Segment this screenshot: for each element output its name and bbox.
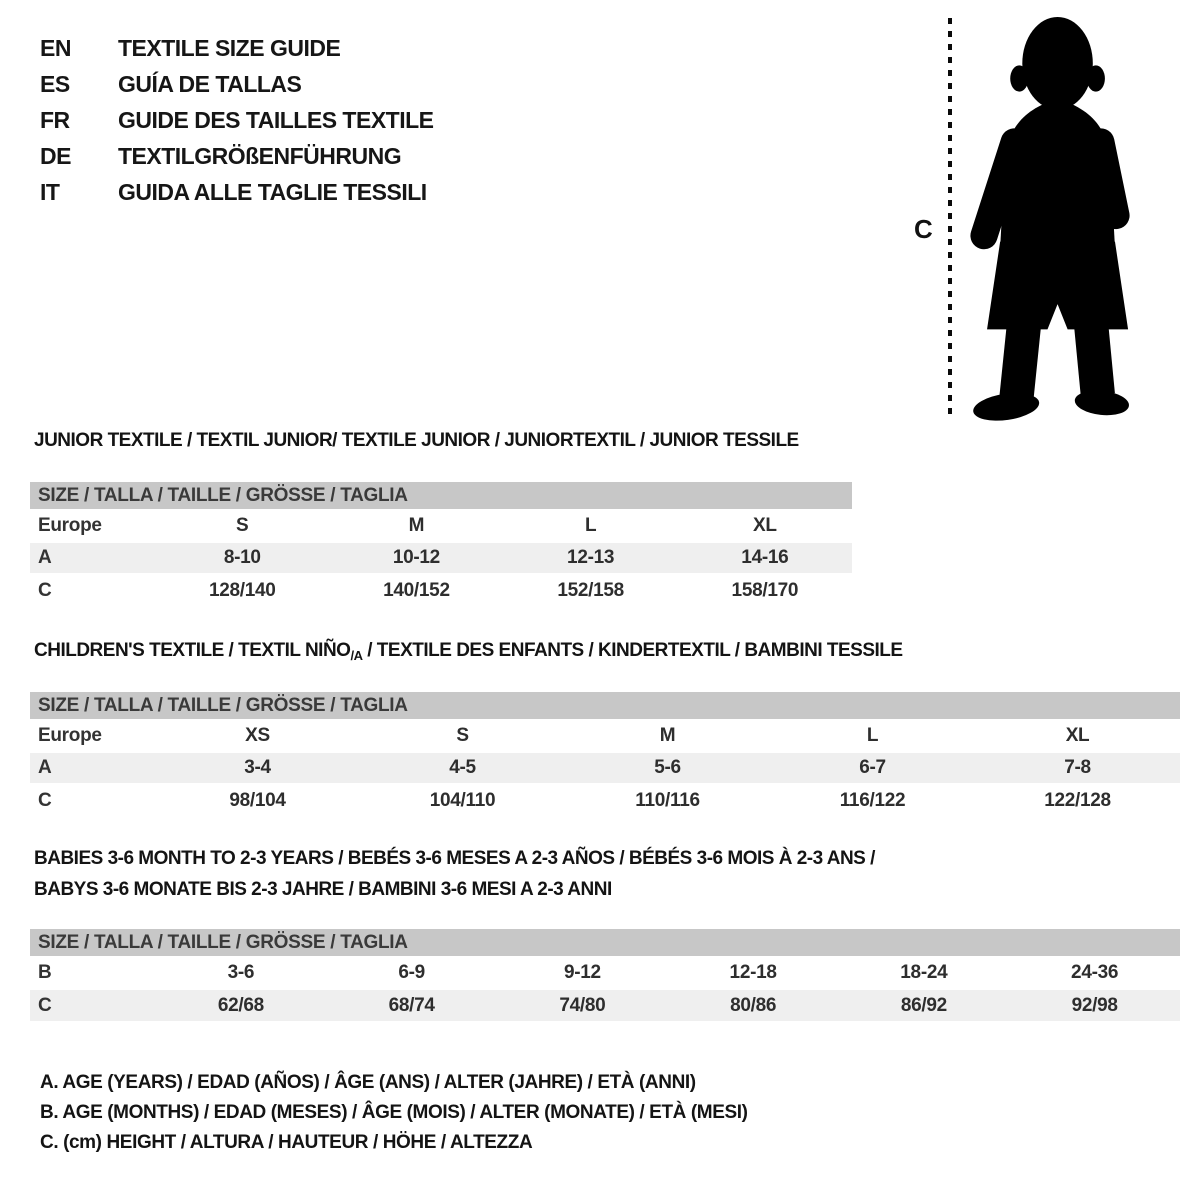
table-row-europe <box>30 510 852 542</box>
row-label: Europe <box>38 725 102 746</box>
cell: 98/104 <box>229 789 286 811</box>
cell: 152/158 <box>557 579 624 601</box>
table-row-europe <box>30 720 1180 752</box>
cell: 140/152 <box>383 579 450 601</box>
row-label: A <box>30 752 155 784</box>
lang-code: IT <box>40 178 60 205</box>
cell: XL <box>1065 725 1090 746</box>
cell: L <box>584 515 597 536</box>
lang-label: TEXTILGRÖßENFÜHRUNG <box>118 142 402 169</box>
cell: 158/170 <box>731 579 799 601</box>
legend <box>40 1068 748 1158</box>
section-babies-textile <box>30 843 1180 1021</box>
cell: 12-18 <box>729 962 777 983</box>
table-row-height <box>30 784 1180 816</box>
cell: 5-6 <box>565 752 770 784</box>
cell: 8-10 <box>155 542 329 574</box>
cell: XS <box>245 725 270 746</box>
row-label: Europe <box>38 515 102 536</box>
row-label: C <box>38 789 52 811</box>
cell: S <box>236 515 249 536</box>
section-title-line2: BABYS 3-6 MONATE BIS 2-3 JAHRE / BAMBINI 3-6 MESI A 2-3 ANNI <box>34 879 612 900</box>
lang-label: GUIDE DES TAILLES TEXTILE <box>118 106 434 133</box>
cell: 12-13 <box>504 542 678 574</box>
cell: 3-4 <box>155 752 360 784</box>
legend-line-a: A. AGE (YEARS) / EDAD (AÑOS) / ÂGE (ANS) / ALTER (JAHRE) / ETÀ (ANNI) <box>40 1072 696 1093</box>
cell: 86/92 <box>838 989 1009 1021</box>
lang-label: TEXTILE SIZE GUIDE <box>118 34 341 61</box>
lang-label: GUÍA DE TALLAS <box>118 70 302 97</box>
lang-code: EN <box>40 34 71 61</box>
cell: 24-36 <box>1071 962 1119 983</box>
cell: L <box>866 725 879 746</box>
row-label: B <box>38 962 52 983</box>
row-label: C <box>30 989 156 1021</box>
table-header-row <box>30 481 852 510</box>
cell: M <box>408 515 425 536</box>
table-row-months <box>30 957 1180 989</box>
cell: 80/86 <box>668 989 839 1021</box>
section-title <box>30 640 1180 663</box>
cell: 6-7 <box>770 752 975 784</box>
cell: 128/140 <box>208 579 276 601</box>
size-header-cell: SIZE / TALLA / TAILLE / GRÖSSE / TAGLIA <box>30 928 1180 957</box>
cell: 116/122 <box>839 789 906 811</box>
table-row-height <box>30 574 852 606</box>
lang-code: FR <box>40 106 70 133</box>
table-row-age <box>30 752 1180 784</box>
measure-c-label: C <box>914 214 933 244</box>
title-post: / TEXTILE DES ENFANTS / KINDERTEXTIL / BAMBINI TESSILE <box>362 640 903 661</box>
cell: 62/68 <box>156 989 327 1021</box>
junior-size-table <box>30 480 852 606</box>
cell: 6-9 <box>398 962 425 983</box>
cell: 9-12 <box>563 962 601 983</box>
cell: M <box>659 725 676 746</box>
row-label: C <box>38 579 52 601</box>
cell: 74/80 <box>497 989 668 1021</box>
section-title-line1: BABIES 3-6 MONTH TO 2-3 YEARS / BEBÉS 3-6 MESES A 2-3 AÑOS / BÉBÉS 3-6 MOIS À 2-3 ANS / <box>34 848 875 869</box>
cell: 18-24 <box>900 962 948 983</box>
section-junior-textile <box>30 430 852 606</box>
cell: 92/98 <box>1009 989 1180 1021</box>
cell: 122/128 <box>1044 789 1111 811</box>
cell: S <box>456 725 469 746</box>
table-row-age <box>30 542 852 574</box>
legend-line-c: C. (cm) HEIGHT / ALTURA / HAUTEUR / HÖHE / ALTEZZA <box>40 1132 533 1153</box>
height-diagram <box>0 0 1200 430</box>
row-label: A <box>30 542 155 574</box>
cell: 110/116 <box>635 789 700 811</box>
section-childrens-textile <box>30 640 1180 816</box>
section-title: JUNIOR TEXTILE / TEXTIL JUNIOR/ TEXTILE JUNIOR / JUNIORTEXTIL / JUNIOR TESSILE <box>34 430 799 451</box>
cell: 68/74 <box>326 989 497 1021</box>
lang-code: DE <box>40 142 71 169</box>
lang-code: ES <box>40 70 70 97</box>
baby-silhouette-icon <box>962 14 1137 422</box>
cell: XL <box>753 515 777 536</box>
table-header-row <box>30 928 1180 957</box>
cell: 7-8 <box>975 752 1180 784</box>
cell: 4-5 <box>360 752 565 784</box>
table-row-height <box>30 989 1180 1021</box>
cell: 104/110 <box>429 789 496 811</box>
babies-size-table <box>30 927 1180 1021</box>
cell: 14-16 <box>678 542 852 574</box>
cell: 10-12 <box>329 542 503 574</box>
lang-label: GUIDA ALLE TAGLIE TESSILI <box>118 178 427 205</box>
dashed-measure-line <box>948 18 952 416</box>
cell: 3-6 <box>227 962 255 983</box>
size-header-cell: SIZE / TALLA / TAILLE / GRÖSSE / TAGLIA <box>30 691 1180 720</box>
size-header-cell: SIZE / TALLA / TAILLE / GRÖSSE / TAGLIA <box>30 481 852 510</box>
title-sub: /A <box>350 648 363 663</box>
title-pre: CHILDREN'S TEXTILE / TEXTIL NIÑO <box>34 640 351 661</box>
legend-line-b: B. AGE (MONTHS) / EDAD (MESES) / ÂGE (MOIS) / ALTER (MONATE) / ETÀ (MESI) <box>40 1102 748 1123</box>
table-header-row <box>30 691 1180 720</box>
children-size-table <box>30 690 1180 816</box>
